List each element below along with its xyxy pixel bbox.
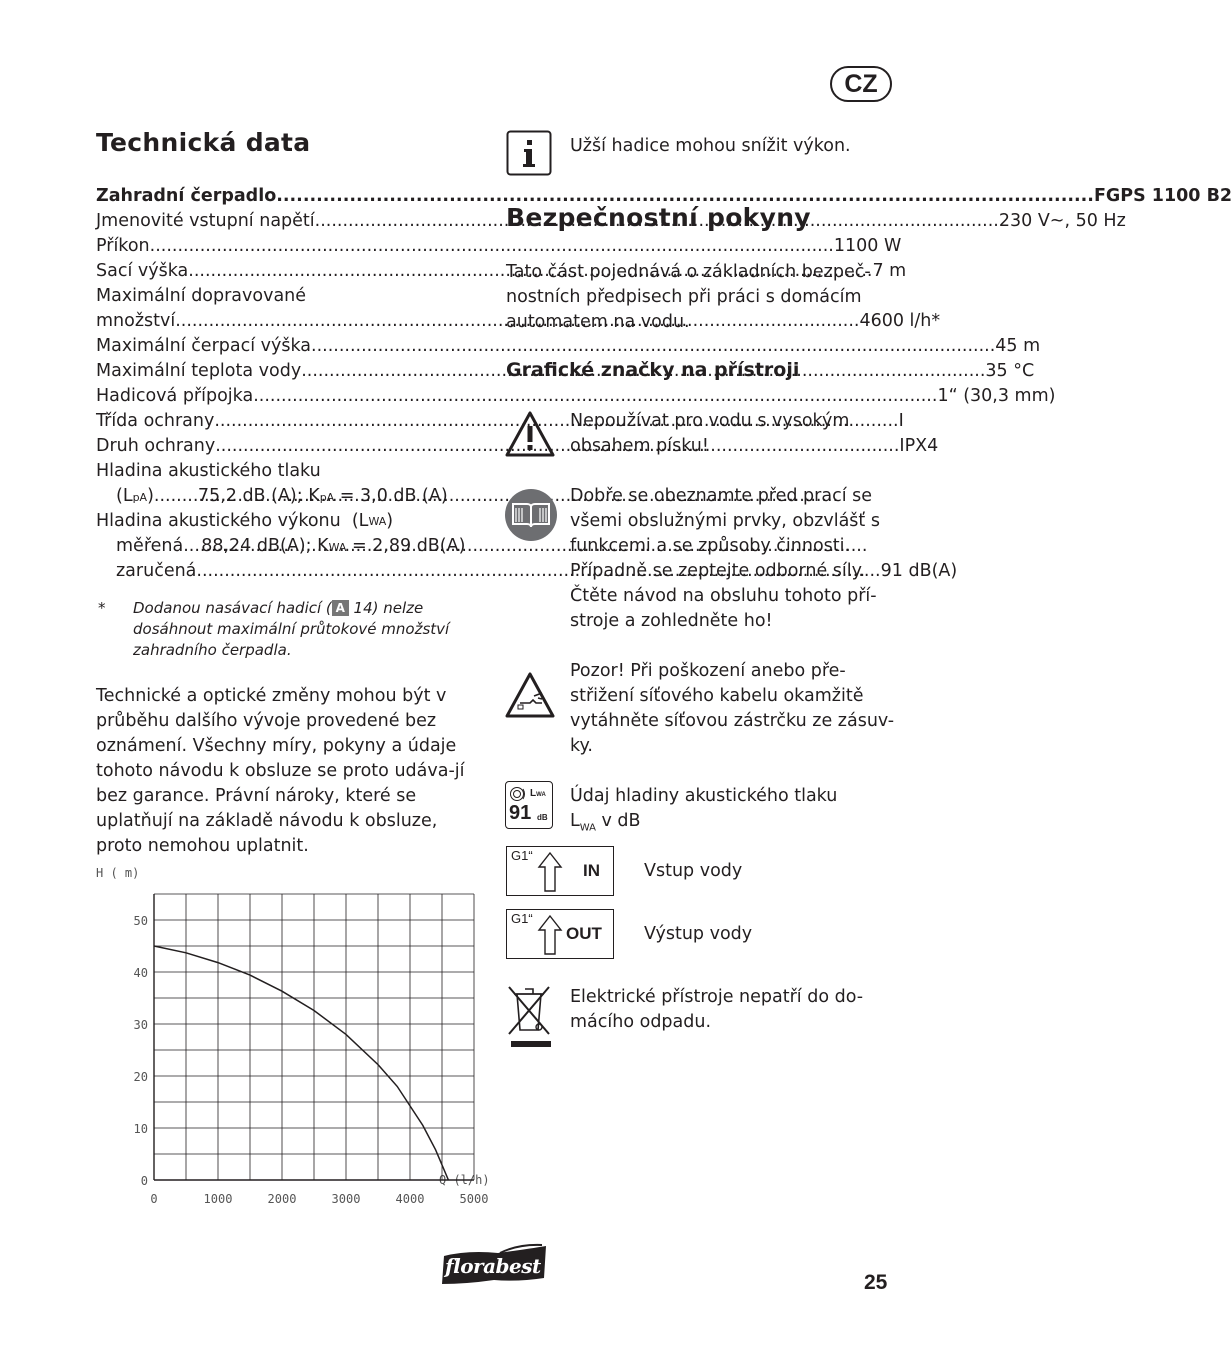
pressure-value: 75,2 dB (A); K xyxy=(197,486,320,506)
spec-label: Druh ochrany xyxy=(96,436,216,456)
pressure-line xyxy=(96,484,470,509)
noise-icon-unit: dB xyxy=(537,813,548,822)
noise-unit: v dB xyxy=(595,811,641,831)
x-tick-label: 3000 xyxy=(331,1192,361,1206)
manual-book-icon xyxy=(504,488,558,546)
inlet-port-label: G1“ xyxy=(511,848,533,863)
spec-value: 1“ (30,3 mm) xyxy=(937,386,1056,406)
pump-curve-chart xyxy=(92,860,490,1210)
spec-label: Zahradní čerpadlo xyxy=(96,186,277,206)
pressure-k-value: = 3,0 dB (A) xyxy=(334,486,448,506)
leader-dots xyxy=(253,384,937,409)
symbol-sand-text: Nepoužívat pro vodu s vysokým obsahem písku! xyxy=(570,411,850,456)
spec-value: 1100 W xyxy=(833,236,902,256)
spec-value: FGPS 1100 B2 xyxy=(1093,186,1232,206)
spec-label: Maximální čerpací výška xyxy=(96,336,312,356)
spec-row xyxy=(96,434,939,459)
noise-l: L xyxy=(570,811,580,831)
spec-row xyxy=(96,259,907,284)
symbol-weee-text: Elektrické přístroje nepatří do do-mácího odpadu. xyxy=(570,987,864,1032)
warning-icon xyxy=(504,410,556,462)
weee-bin-icon xyxy=(506,984,552,1054)
disclaimer-paragraph: Technické a optické změny mohou být v průběhu dalšího vývoje provedené bez oznámení. Všechny míry, pokyny a údaje tohoto návodu k obsluze se proto udáva-jí bez garance. Právní nároky, které se uplatňují na základě návodu k obsluze, proto nemohou uplatnit. xyxy=(96,686,465,856)
spec-label: Hladina akustického tlaku xyxy=(96,461,321,481)
spec-row xyxy=(96,234,902,259)
spec-row xyxy=(96,459,470,484)
symbol-inlet-text: Vstup vody xyxy=(644,861,743,881)
pressure-l-label: (L xyxy=(116,486,133,506)
spec-label: Jmenovité vstupní napětí xyxy=(96,211,315,231)
outlet-port-label: G1“ xyxy=(511,911,533,926)
pressure-l-sub: pA xyxy=(132,491,148,504)
spec-label: Příkon xyxy=(96,236,150,256)
spec-value: 230 V~, 50 Hz xyxy=(998,211,1126,231)
noise-icon-l: L xyxy=(530,788,537,799)
guaranteed-value: 91 dB(A) xyxy=(880,561,958,581)
measured-k-value: = 2,89 dB(A) xyxy=(346,536,466,556)
footnote-part1: Dodanou nasávací hadicí ( xyxy=(133,599,332,617)
measured-line xyxy=(96,534,470,559)
pressure-l-close: ) xyxy=(147,486,154,506)
info-icon xyxy=(506,130,552,176)
noise-icon-value: 91 xyxy=(509,802,532,824)
water-inlet-icon xyxy=(506,846,614,896)
noise-line1: Údaj hladiny akustického tlaku xyxy=(570,786,838,806)
page-number: 25 xyxy=(864,1271,888,1294)
y-tick-label: 40 xyxy=(133,966,148,980)
brand-text: florabest xyxy=(445,1254,541,1278)
spec-label: Maximální dopravované xyxy=(96,286,307,306)
y-tick-label: 30 xyxy=(133,1018,148,1032)
spec-value: 35 °C xyxy=(985,361,1035,381)
cable-warning-icon xyxy=(504,671,556,723)
y-tick-label: 0 xyxy=(140,1174,148,1188)
spec-label: Třída ochrany xyxy=(96,411,215,431)
spec-value: 7 m xyxy=(872,261,907,281)
x-tick-label: 4000 xyxy=(395,1192,425,1206)
spec-value: IPX4 xyxy=(899,436,939,456)
spec-label: množství xyxy=(96,311,176,331)
symbols-subheading: Grafické značky na přístroji xyxy=(506,359,800,381)
power-l-sub: WA xyxy=(368,515,387,528)
spec-row xyxy=(96,284,470,309)
y-axis-label: H ( m) xyxy=(96,866,140,880)
noise-level-icon xyxy=(505,781,553,829)
spec-row xyxy=(96,309,941,334)
spec-label: Maximální teplota vody xyxy=(96,361,302,381)
symbol-noise-text xyxy=(570,784,890,841)
technical-data-heading: Technická data xyxy=(96,128,311,157)
safety-intro: Tato část pojednává o základních bezpeč-nostních předpisech při práci s domácím automatem na vodu. xyxy=(506,262,871,332)
measured-k-sub: WA xyxy=(328,541,347,554)
measured-value: 88,24 dB(A); K xyxy=(201,536,329,556)
footnote xyxy=(96,598,476,661)
x-tick-label: 2000 xyxy=(267,1192,297,1206)
spec-row xyxy=(96,334,1041,359)
leader-dots xyxy=(150,234,834,259)
spec-row xyxy=(96,384,1056,409)
guaranteed-label: zaručená xyxy=(116,561,197,581)
spec-value: 45 m xyxy=(995,336,1041,356)
pressure-k-sub: pA xyxy=(319,491,335,504)
x-tick-label: 1000 xyxy=(203,1192,233,1206)
spec-row xyxy=(96,184,1232,209)
y-tick-label: 10 xyxy=(133,1122,148,1136)
figure-a-key: A xyxy=(332,600,349,616)
power-heading xyxy=(96,509,470,534)
footnote-star: * xyxy=(98,599,106,617)
measured-label: měřená xyxy=(116,536,184,556)
symbol-cable-text: Pozor! Při poškození anebo pře-střižení síťového kabelu okamžitě vytáhněte síťovou zástrčku ze zásuv-ky. xyxy=(570,661,895,756)
power-l-close: ) xyxy=(386,511,394,531)
safety-heading: Bezpečnostní pokyny xyxy=(506,203,811,232)
x-tick-label: 0 xyxy=(150,1192,158,1206)
chart-grid xyxy=(154,894,474,1180)
spec-label: Sací výška xyxy=(96,261,189,281)
x-tick-label: 5000 xyxy=(459,1192,489,1206)
leader-dots xyxy=(311,334,995,359)
spec-label: Hadicová přípojka xyxy=(96,386,254,406)
footnote-part2: 14) nelze dosáhnout maximální průtokové množství zahradního čerpadla. xyxy=(133,599,450,659)
spec-value: I xyxy=(898,411,904,431)
spec-value: 4600 l/h* xyxy=(859,311,941,331)
pump-curve-line xyxy=(154,946,448,1180)
inlet-label: IN xyxy=(583,861,600,880)
symbol-outlet-text: Výstup vody xyxy=(644,924,753,944)
water-outlet-icon xyxy=(506,909,614,959)
x-axis-label: Q (l/h) xyxy=(439,1173,490,1187)
info-text: Užší hadice mohou snížit výkon. xyxy=(570,136,851,156)
y-tick-label: 20 xyxy=(133,1070,148,1084)
language-badge: CZ xyxy=(830,66,892,102)
noise-sub: WA xyxy=(579,822,596,834)
power-heading-text: Hladina akustického výkonu xyxy=(96,511,341,531)
symbol-manual-text: Dobře se obeznamte před prací se všemi obslužnými prvky, obzvlášť s funkcemi a se způsoby činnosti. Případně se zeptejte odborné síly. Čtěte návod na obsluhu tohoto pří-stroje a zohledněte ho! xyxy=(570,486,880,631)
y-tick-label: 50 xyxy=(133,914,148,928)
guaranteed-line xyxy=(96,559,958,584)
power-l-label: (L xyxy=(351,511,369,531)
florabest-logo xyxy=(438,1244,550,1288)
outlet-label: OUT xyxy=(566,924,602,943)
noise-icon-sub: WA xyxy=(536,792,546,798)
